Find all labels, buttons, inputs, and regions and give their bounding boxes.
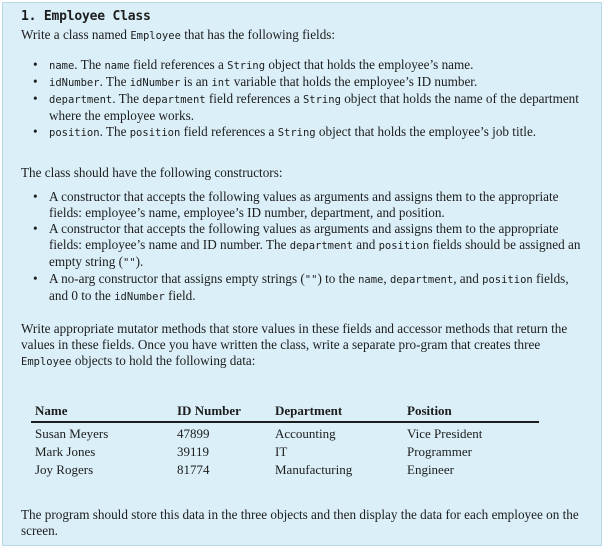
bullet-icon: • [33, 124, 38, 139]
bullet-icon: • [33, 57, 38, 72]
constructors-intro: The class should have the following constructors: [21, 165, 283, 180]
bullet-icon: • [33, 221, 38, 236]
bullet-icon: • [33, 189, 38, 204]
table-header-divider [31, 421, 539, 423]
header-department: Department [275, 403, 343, 418]
constructors-list [21, 189, 587, 305]
intro-paragraph: Write a class named Employee that has the following fields: [21, 27, 336, 42]
bullet-icon: • [33, 271, 38, 286]
table-row: Susan Meyers 47899 Accounting Vice President [35, 426, 483, 441]
header-position: Position [407, 403, 452, 418]
list-item: • A constructor that accepts the following values as arguments and assigns them to the appropriate fields: employee’s name, employee’s ID number, department, and position. [33, 189, 559, 220]
table-row: Mark Jones 39119 IT Programmer [35, 444, 472, 459]
list-item: • A no-arg constructor that assigns empty strings ("") to the name, department, and position fields, and 0 to the idNumber field. [33, 271, 569, 303]
list-item: • department. The department field references a String object that holds the name of the department where the employee works. [33, 91, 579, 123]
header-id-number: ID Number [177, 403, 241, 418]
list-item: • A constructor that accepts the following values as arguments and assigns them to the appropriate fields: employee’s name and ID number. The department and position fields should be assigned an empty string (""). [33, 221, 581, 269]
closing-paragraph: The program should store this data in the three objects and then display the data for each employee on the screen. [21, 507, 579, 538]
exercise-panel [2, 2, 602, 546]
header-name: Name [35, 403, 68, 418]
list-item: • name. The name field references a String object that holds the employee’s name. [33, 57, 474, 72]
list-item: • position. The position field references a String object that holds the employee’s job title. [33, 124, 537, 139]
exercise-title: 1. Employee Class [21, 9, 151, 24]
employee-data-table [31, 403, 539, 480]
bullet-icon: • [33, 91, 38, 106]
table-header-row [31, 403, 539, 419]
table-row: Joy Rogers 81774 Manufacturing Engineer [35, 462, 454, 477]
fields-list [21, 57, 587, 141]
bullet-icon: • [33, 74, 38, 89]
mutator-paragraph: Write appropriate mutator methods that store values in these fields and accessor methods that return the values in these fields. Once you have written the class, write a separate pro-gram that creates three Employee objects to hold the following data: [21, 321, 568, 368]
list-item: • idNumber. The idNumber is an int variable that holds the employee’s ID number. [33, 74, 478, 89]
class-name-code: Employee [130, 30, 181, 42]
